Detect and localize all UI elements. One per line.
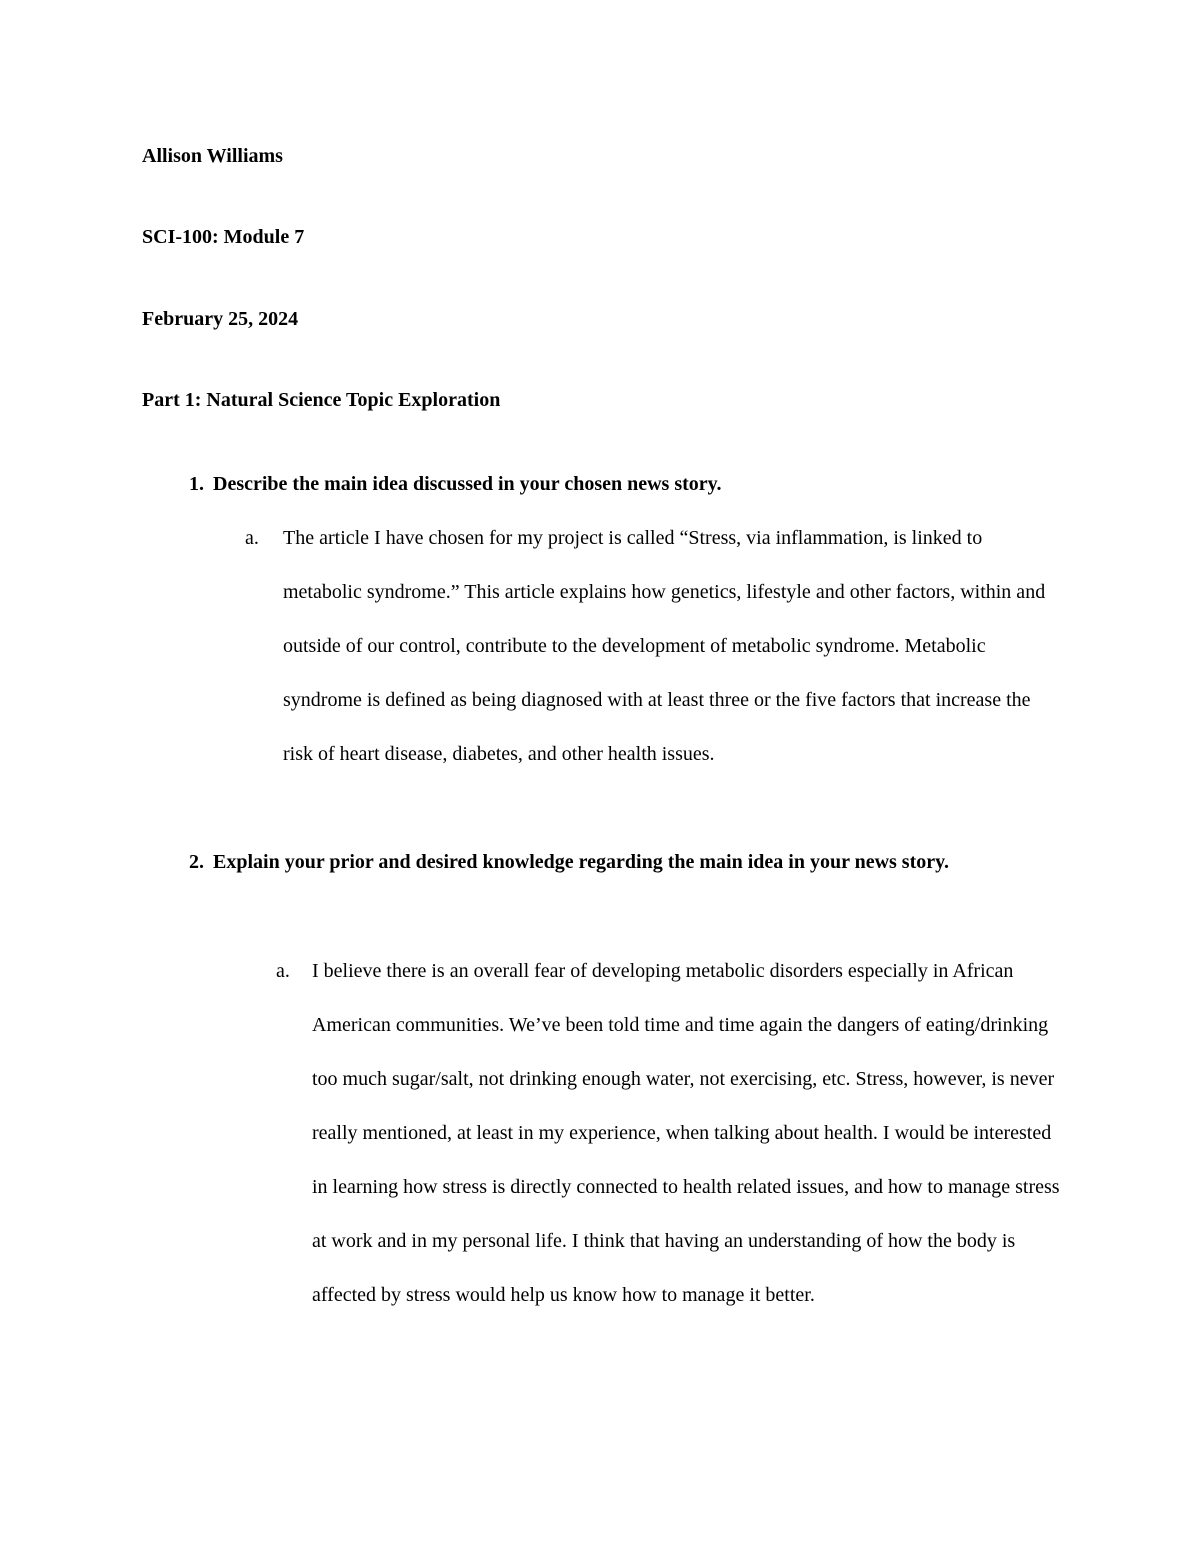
question-1-number: 1. <box>189 473 204 495</box>
answer-2-text: I believe there is an overall fear of developing metabolic disorders especially in African American communities. We’ve been told time and time again the dangers of eating/drinking too much sugar/salt, not drinking enough water, not exercising, etc. Stress, however, is never really mentioned, at least in my experience, when talking about health. I would be interested in learning how stress is directly connected to health related issues, and how to manage stress at work and in my personal life. I think that having an understanding of how the body is affected by stress would help us know how to manage it better. <box>312 960 1060 1306</box>
answer-1-marker: a. <box>245 527 259 549</box>
answer-2-marker: a. <box>276 960 290 982</box>
question-2-number: 2. <box>189 851 204 873</box>
author-name: Allison Williams <box>142 145 283 167</box>
part-heading: Part 1: Natural Science Topic Exploration <box>142 389 501 411</box>
question-2-text: Explain your prior and desired knowledge regarding the main idea in your news story. <box>213 851 950 873</box>
question-1-text: Describe the main idea discussed in your chosen news story. <box>213 473 722 495</box>
course-title: SCI-100: Module 7 <box>142 226 305 248</box>
document-date: February 25, 2024 <box>142 308 299 330</box>
answer-1-text: The article I have chosen for my project is called “Stress, via inflammation, is linked to metabolic syndrome.” This article explains how genetics, lifestyle and other factors, within and outside of our control, contribute to the development of metabolic syndrome. Metabolic syndrome is defined as being diagnosed with at least three or the five factors that increase the risk of heart disease, diabetes, and other health issues. <box>283 527 1046 765</box>
